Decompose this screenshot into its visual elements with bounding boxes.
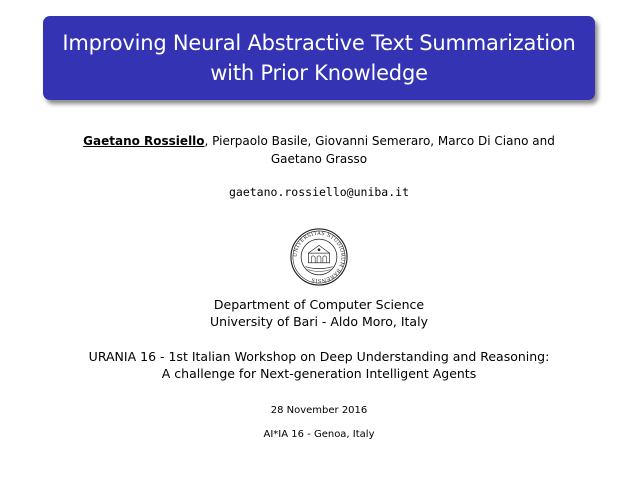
title-banner <box>43 16 595 100</box>
coauthors-line-1: , Pierpaolo Basile, Giovanni Semeraro, Marco Di Ciano and <box>204 134 555 148</box>
workshop-line-1: URANIA 16 - 1st Italian Workshop on Deep Understanding and Reasoning: <box>88 349 550 364</box>
workshop-venue <box>0 348 638 382</box>
author-line-2: Gaetano Grasso <box>270 152 368 166</box>
author-list <box>0 132 638 168</box>
seal-text: UNIVERSITAS STUDIORUM BARENSIS <box>292 230 346 284</box>
title-line-2: with Prior Knowledge <box>210 61 428 85</box>
university: University of Bari - Aldo Moro, Italy <box>210 314 428 329</box>
title-line-1: Improving Neural Abstractive Text Summarization <box>62 31 576 55</box>
presentation-date: 28 November 2016 <box>270 405 368 416</box>
affiliation <box>0 296 638 330</box>
presenter-name: Gaetano Rossiello <box>83 134 205 148</box>
author-line-1 <box>0 132 638 150</box>
conference-location: AI*IA 16 - Genoa, Italy <box>263 429 375 440</box>
university-seal-icon <box>290 228 348 286</box>
workshop-line-2: A challenge for Next-generation Intelligent Agents <box>161 366 477 381</box>
contact-email: gaetano.rossiello@uniba.it <box>228 185 409 199</box>
department: Department of Computer Science <box>213 297 425 312</box>
